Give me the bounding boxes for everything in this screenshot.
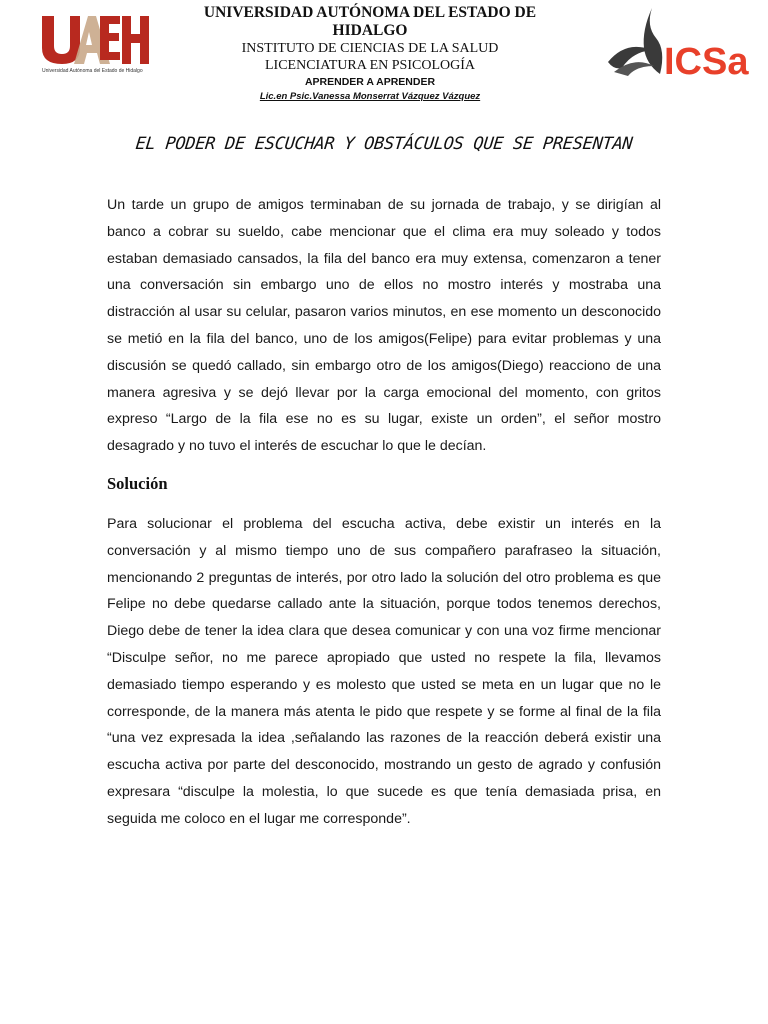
uaeh-logo-mark: [40, 12, 150, 68]
paragraph-story: Un tarde un grupo de amigos terminaban de su jornada de trabajo, y se dirigían al banco a cobrar su sueldo, cabe mencionar que el clima era muy soleado y todos estaban demasiado cansados, la fila del banco era muy extensa, comenzaron a tener una conversación sin embargo uno de ellos no mostro interés y mostraba una distracción al usar su celular, pasaron varios minutos, en ese momento un desconocido se metió en la fila del banco, uno de los amigos(Felipe) para evitar problemas y una discusión se quedó callado, sin embargo otro de los amigos(Diego) reacciono de una manera agresiva y se dejó llevar por la carga emocional del momento, con gritos expreso “Largo de la fila ese no es su lugar, existe un orden”, el señor mostro desagrado y no tuvo el interés de escuchar lo que le decían.: [107, 197, 661, 455]
institute-name: INSTITUTO DE CIENCIAS DE LA SALUD: [241, 41, 499, 56]
uaeh-logo: [40, 12, 150, 74]
icsa-logo-text: ICSa: [664, 41, 749, 80]
section-heading-solucion: Solución: [107, 474, 168, 493]
course-name: APRENDER A APRENDER: [304, 76, 436, 88]
icsa-logo-mark: [604, 6, 749, 80]
uaeh-logo-tagline: Universidad Autónoma del Estado de Hidalgo: [42, 68, 143, 74]
header-titles: [170, 4, 570, 104]
program-name: LICENCIATURA EN PSICOLOGÍA: [265, 58, 475, 73]
university-name: UNIVERSIDAD AUTÓNOMA DEL ESTADO DE HIDALGO: [203, 4, 537, 39]
document-title: EL PODER DE ESCUCHAR Y OBSTÁCULOS QUE SE PRESENTAN: [134, 134, 634, 154]
paragraph-solution: Para solucionar el problema del escucha activa, debe existir un interés en la conversación y al mismo tiempo uno de sus compañero parafraseo la situación, mencionando 2 preguntas de interés, por otro lado la solución del otro problema es que Felipe no debe quedarse callado ante la situación, porque todos tenemos derechos, Diego debe de tener la idea clara que desea comunicar y con una voz firme mencionar “Disculpe señor, no me parece apropiado que usted no respete la fila, llevamos demasiado tiempo esperando y es molesto que usted se meta en un lugar que no le corresponde, de la manera más atenta le pido que respete y se forme al final de la fila “una vez expresada la idea ,señalando las razones de la reacción deberá existir una escucha activa por parte del desconocido, mostrando un gesto de agrado y confusión expresara “disculpe la molestia, lo que sucede es que tenía demasiada prisa, en seguida me coloco en el lugar me corresponde”.: [107, 516, 661, 827]
icsa-logo: [604, 6, 749, 80]
document-header: [0, 0, 768, 100]
author-name: Lic.en Psic.Vanessa Monserrat Vázquez Vázquez: [259, 91, 481, 102]
